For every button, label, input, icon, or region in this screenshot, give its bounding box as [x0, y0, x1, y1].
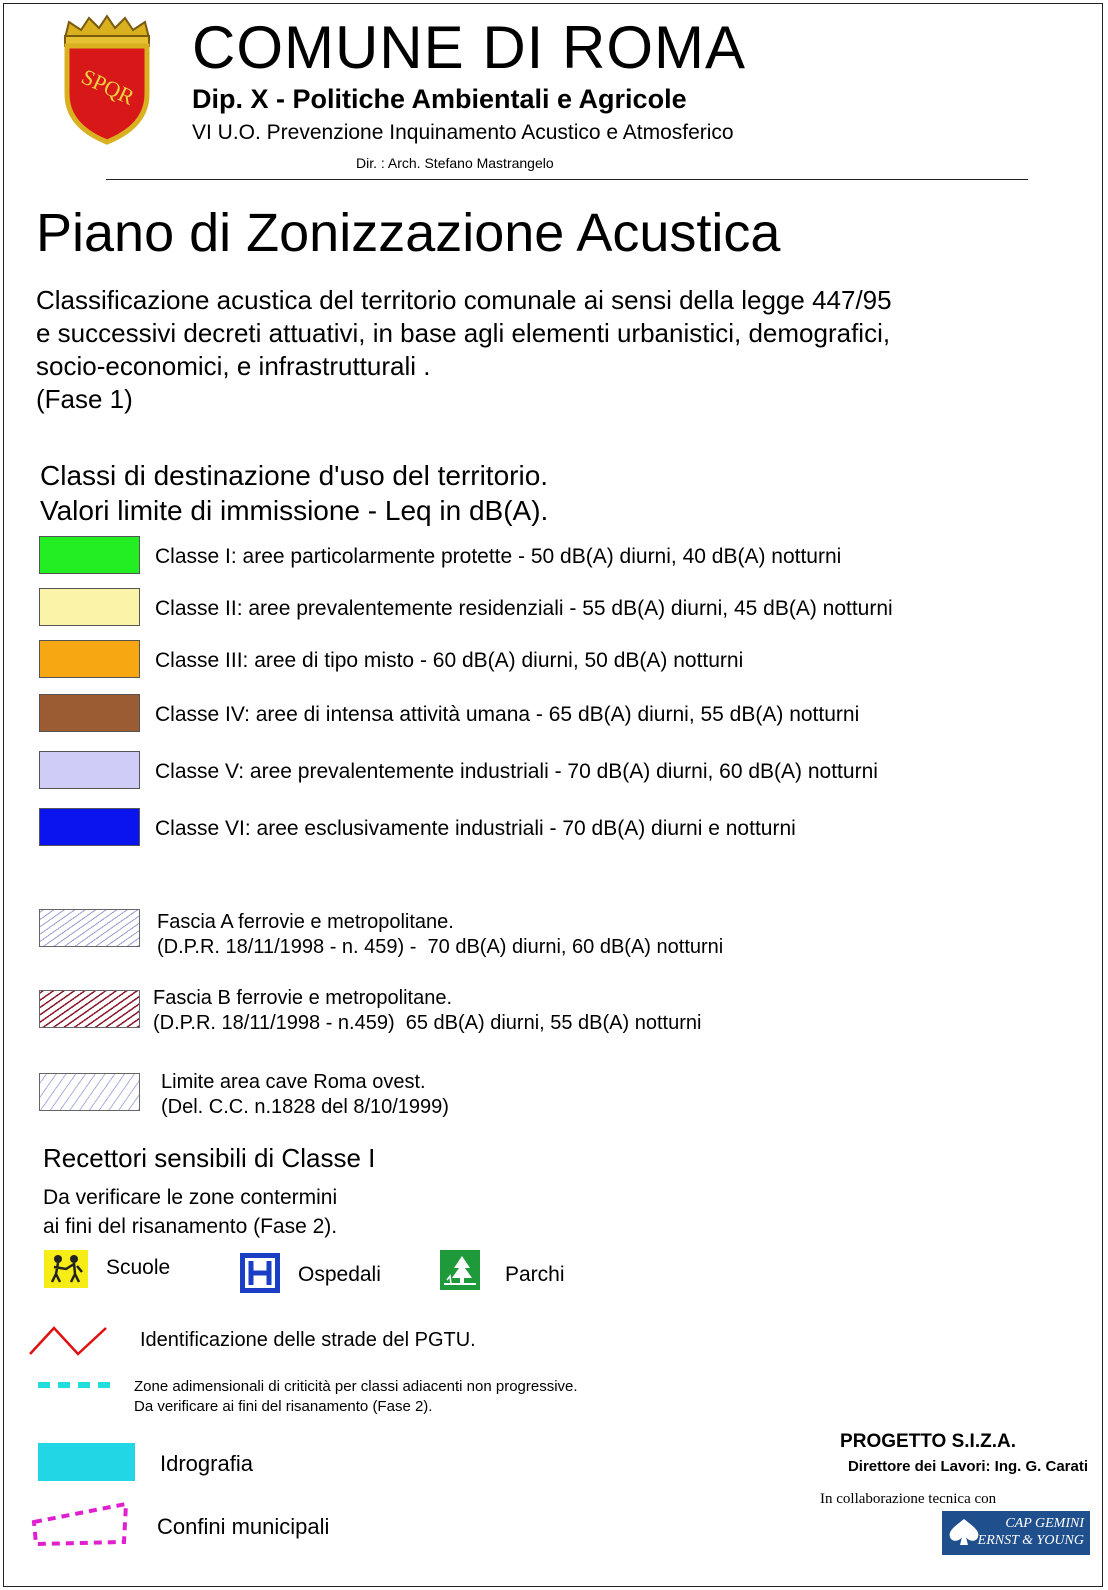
project-name: PROGETTO S.I.Z.A. [840, 1431, 1016, 1452]
class-1-label: Classe I: aree particolarmente protette - 50 dB(A) diurni, 40 dB(A) notturni [155, 545, 842, 568]
class-4-swatch [39, 694, 140, 732]
dashed-line-icon [38, 1380, 114, 1390]
parks-label: Parchi [505, 1263, 565, 1286]
municipal-border-icon [30, 1500, 130, 1548]
critical-zones-label [134, 1377, 578, 1417]
department-name: Dip. X - Politiche Ambientali e Agricole [192, 84, 687, 114]
hospitals-label: Ospedali [298, 1263, 381, 1286]
class-3-label: Classe III: aree di tipo misto - 60 dB(A) diurni, 50 dB(A) notturni [155, 649, 744, 672]
works-director: Direttore dei Lavori: Ing. G. Carati [847, 1458, 1088, 1475]
fascia-b-line: Fascia B ferrovie e metropolitane. [153, 987, 453, 1009]
hydrography-label: Idrografia [160, 1451, 253, 1476]
partner-spade-icon [946, 1517, 982, 1547]
class-2-label: Classe II: aree prevalentemente residenziali - 55 dB(A) diurni, 45 dB(A) notturni [155, 597, 893, 620]
receptors-note [43, 1183, 337, 1241]
class-6-label: Classe VI: aree esclusivamente industriali - 70 dB(A) diurni e notturni [155, 817, 796, 840]
critical-zones-line: Da verificare ai fini del risanamento (Fase 2). [134, 1398, 433, 1415]
legend-heading-line: Valori limite di immissione - Leq in dB(A). [40, 495, 549, 526]
class-2-swatch [39, 588, 140, 626]
description-line: socio-economici, e infrastrutturali . [36, 351, 431, 381]
rome-crest-logo [57, 14, 157, 146]
collaboration-text: In collaborazione tecnica con [820, 1491, 997, 1507]
receptors-heading: Recettori sensibili di Classe I [43, 1143, 376, 1173]
schools-label: Scuole [106, 1256, 171, 1279]
director-name: Dir. : Arch. Stefano Mastrangelo [356, 155, 554, 171]
receptors-note-line: Da verificare le zone contermini [43, 1186, 338, 1209]
critical-zones-line: Zone adimensionali di criticità per classi adiacenti non progressive. [134, 1378, 578, 1395]
header-divider [106, 179, 1028, 180]
fascia-a-label [157, 910, 723, 960]
class-3-swatch [39, 640, 140, 678]
page-title: Piano di Zonizzazione Acustica [36, 203, 781, 263]
municipal-borders-label: Confini municipali [157, 1514, 330, 1539]
receptors-note-line: ai fini del risanamento (Fase 2). [43, 1215, 338, 1238]
legend-heading-line: Classi di destinazione d'uso del territorio. [40, 460, 549, 491]
description-line: e successivi decreti attuativi, in base agli elementi urbanistici, demografici, [36, 318, 891, 348]
partner-line: CAP GEMINI [1005, 1516, 1084, 1531]
fascia-a-swatch [39, 909, 140, 947]
school-children-icon [44, 1250, 88, 1288]
office-name: VI U.O. Prevenzione Inquinamento Acustico e Atmosferico [192, 121, 734, 144]
fascia-b-swatch [39, 990, 140, 1028]
hydrography-swatch [38, 1443, 135, 1481]
cave-area-label [161, 1070, 449, 1120]
plan-description [36, 284, 892, 416]
cave-area-swatch [39, 1073, 140, 1111]
fascia-a-line: Fascia A ferrovie e metropolitane. [157, 911, 454, 933]
class-4-label: Classe IV: aree di intensa attività umana - 65 dB(A) diurni, 55 dB(A) notturni [155, 703, 860, 726]
park-tree-icon [440, 1250, 480, 1290]
hospital-h-icon [239, 1252, 281, 1294]
partner-logo [942, 1511, 1090, 1555]
class-5-swatch [39, 751, 140, 789]
partner-line: ERNST & YOUNG [977, 1533, 1084, 1548]
svg-text:SPQR: SPQR [77, 63, 139, 110]
legend-heading [40, 458, 548, 528]
fascia-b-line: (D.P.R. 18/11/1998 - n.459) 65 dB(A) diurni, 55 dB(A) notturni [153, 1012, 702, 1034]
city-name: COMUNE DI ROMA [192, 14, 746, 81]
fascia-b-label [153, 986, 701, 1036]
cave-area-line: (Del. C.C. n.1828 del 8/10/1999) [161, 1096, 449, 1118]
road-line-icon [28, 1324, 110, 1358]
class-5-label: Classe V: aree prevalentemente industriali - 70 dB(A) diurni, 60 dB(A) notturni [155, 760, 878, 783]
description-line: Classificazione acustica del territorio comunale ai sensi della legge 447/95 [36, 285, 892, 315]
roads-label: Identificazione delle strade del PGTU. [140, 1329, 476, 1351]
fascia-a-line: (D.P.R. 18/11/1998 - n. 459) - 70 dB(A) diurni, 60 dB(A) notturni [157, 936, 724, 958]
class-6-swatch [39, 808, 140, 846]
class-1-swatch [39, 536, 140, 574]
description-line: (Fase 1) [36, 384, 133, 414]
cave-area-line: Limite area cave Roma ovest. [161, 1071, 426, 1093]
